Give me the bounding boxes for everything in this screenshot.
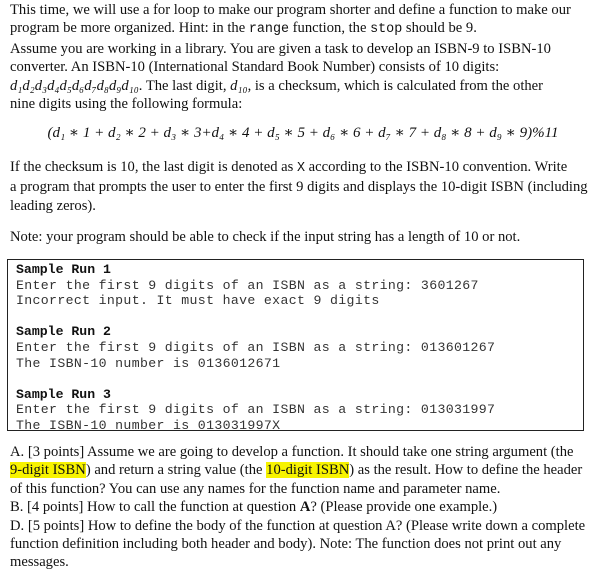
sample-run-line: The ISBN-10 number is 0136012671 xyxy=(16,355,281,371)
sample-run-line: The ISBN-10 number is 013031997X xyxy=(16,417,281,433)
checksum-line-1-text: If the checksum is 10, the last digit is denoted as xyxy=(10,159,297,175)
checksum-line-2: a program that prompts the user to enter the first 9 digits and displays the 10-digit ISBN (including xyxy=(10,179,588,196)
intro-line-2 xyxy=(10,19,596,39)
question-b-text: B. [4 points] How to call the function at question xyxy=(10,499,300,516)
questions-section xyxy=(10,443,596,572)
intro-line-2-mid: function, the xyxy=(289,20,371,37)
intro-line-6: nine digits using the following formula: xyxy=(10,96,243,113)
question-a-line-2-mid: ) and return a string value (the xyxy=(85,462,267,479)
sample-run-3 xyxy=(16,387,583,434)
intro-line-2-end: should be 9. xyxy=(402,20,477,37)
sample-run-title: Sample Run 1 xyxy=(16,262,111,277)
code-range: range xyxy=(248,22,290,38)
sample-run-1 xyxy=(16,262,583,309)
sample-run-2 xyxy=(16,324,583,371)
code-stop: stop xyxy=(370,22,403,38)
question-b-ref: A xyxy=(299,499,311,516)
sample-run-line: Enter the first 9 digits of an ISBN as a string: 3601267 xyxy=(16,277,479,293)
code-x: X xyxy=(296,161,305,176)
checksum-paragraph xyxy=(10,158,596,215)
last-digit-math: d₁₀ xyxy=(230,77,248,94)
note-text: Note: your program should be able to check if the input string has a length of 10 or not. xyxy=(10,229,521,245)
question-d-line-2: function definition including both header and body). Note: The function does not print out any xyxy=(10,536,562,553)
intro-line-5 xyxy=(10,77,596,95)
highlight-9-digit-isbn: 9-digit ISBN xyxy=(10,462,86,479)
highlight-10-digit-isbn: 10-digit ISBN xyxy=(266,462,350,479)
digit-sequence-math: d₁d₂d₃d₄d₅d₆d₇d₈d₉d₁₀ xyxy=(10,77,139,94)
intro-line-5-text: . The last digit, xyxy=(138,77,231,94)
question-b xyxy=(10,498,596,516)
intro-line-5-end: , is a checksum, which is calculated from the other xyxy=(247,77,544,94)
intro-line-1: This time, we will use a for loop to make our program shorter and define a function to make our xyxy=(10,2,571,18)
sample-run-line: Incorrect input. It must have exact 9 digits xyxy=(16,293,380,309)
question-a-line-2 xyxy=(10,461,596,479)
sample-runs-box xyxy=(7,259,584,431)
intro-line-2-text: program be more organized. Hint: in the xyxy=(10,20,249,37)
sample-run-line: Enter the first 9 digits of an ISBN as a string: 013031997 xyxy=(16,402,496,418)
sample-run-title: Sample Run 3 xyxy=(16,386,111,402)
question-d-line-1: D. [5 points] How to define the body of the function at question A? (Please write down a complete xyxy=(10,517,586,534)
question-a-line-3: of this function? You can use any names for the function name and parameter name. xyxy=(10,480,501,497)
sample-run-line: Enter the first 9 digits of an ISBN as a string: 013601267 xyxy=(16,339,496,355)
question-b-end: ? (Please provide one example.) xyxy=(310,499,498,516)
intro-line-4: converter. An ISBN-10 (International Standard Book Number) consists of 10 digits: xyxy=(10,59,500,76)
checksum-line-1-end: according to the ISBN-10 convention. Write xyxy=(305,159,568,175)
sample-run-title: Sample Run 2 xyxy=(16,324,111,340)
question-a-line-1: A. [3 points] Assume we are going to develop a function. It should take one string argument (the xyxy=(10,444,574,460)
question-a-line-2-end: ) as the result. How to define the header xyxy=(349,462,583,479)
checksum-line-3: leading zeros). xyxy=(10,197,96,214)
question-d-line-3: messages. xyxy=(10,554,69,571)
checksum-formula: (d₁ ∗ 1 + d₂ ∗ 2 + d₃ ∗ 3+d₄ ∗ 4 + d₅ ∗ 5 + d₆ ∗ 6 + d₇ ∗ 7 + d₈ ∗ 8 + d₉ ∗ 9)%11 xyxy=(47,125,559,141)
intro-line-3: Assume you are working in a library. You are given a task to develop an ISBN-9 to ISBN-10 xyxy=(10,40,551,57)
intro-paragraph xyxy=(10,1,596,113)
checksum-line-1 xyxy=(10,158,596,178)
